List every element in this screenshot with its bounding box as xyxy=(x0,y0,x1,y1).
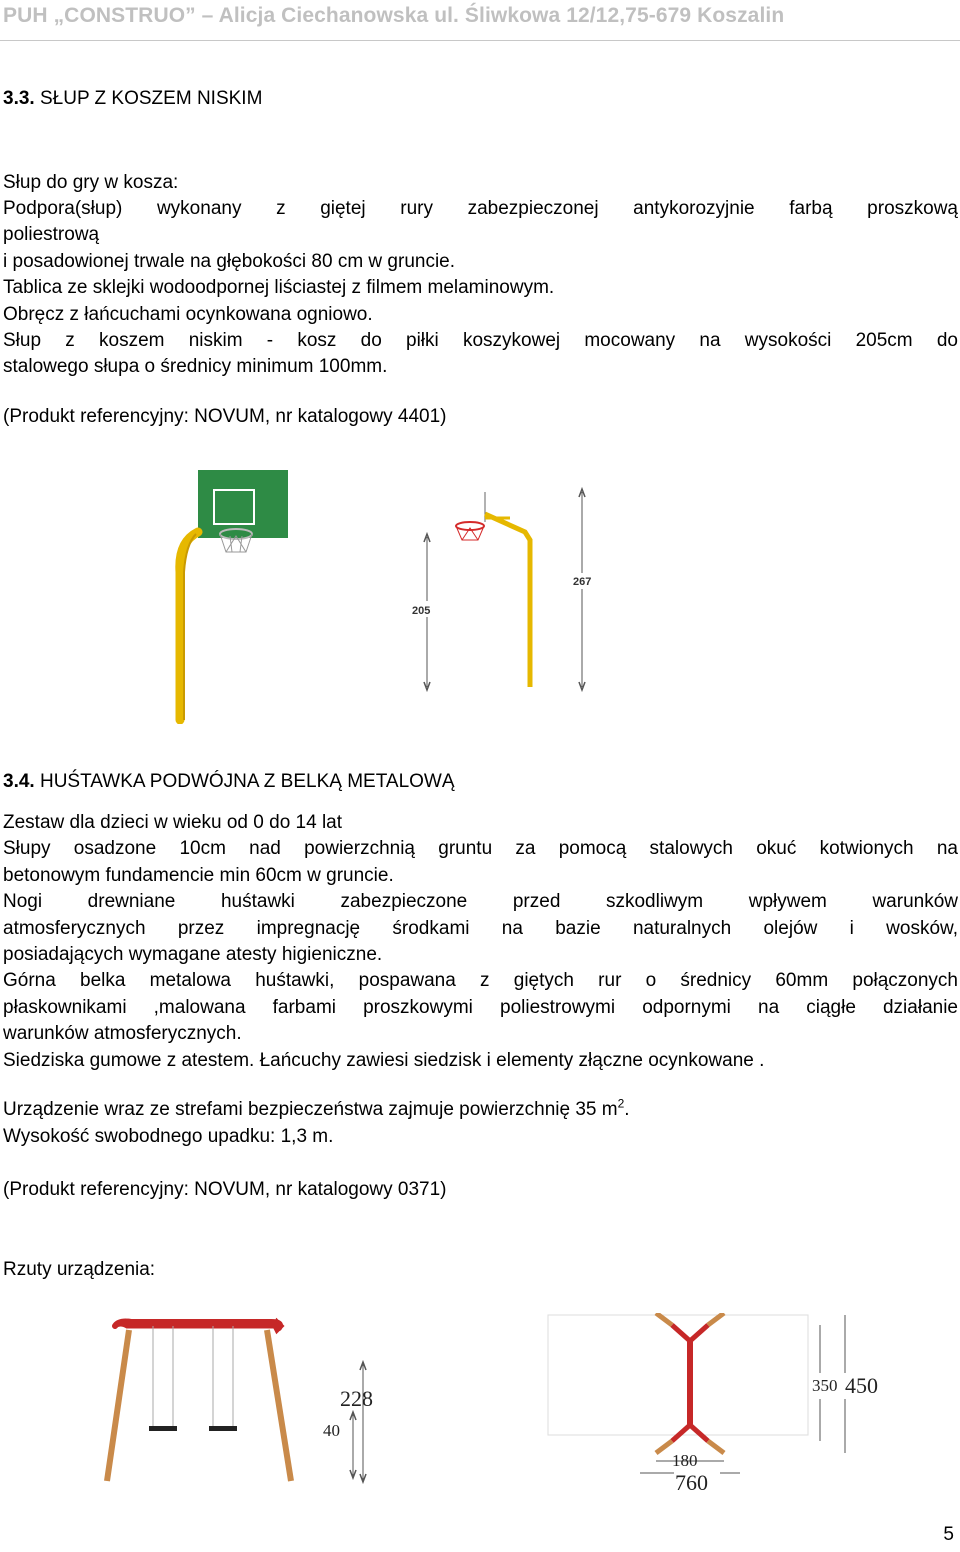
body-line: betonowym fundamencie min 60cm w gruncie. xyxy=(3,864,394,886)
dim-label-40: 40 xyxy=(323,1421,340,1440)
body-line: Słupy osadzone 10cm nad powierzchnią gruntu za pomocą stalowych okuć kotwionych na xyxy=(3,838,958,860)
body-line: płaskownikami ,malowana farbami proszkowymi poliestrowymi odpornymi na ciągłe działanie xyxy=(3,996,958,1018)
section-3-4-reference: (Produkt referencyjny: NOVUM, nr katalogowy 0371) xyxy=(3,1179,447,1200)
swing-seat-1 xyxy=(149,1426,177,1431)
body-line: i posadowionej trwale na głębokości 80 cm w gruncie. xyxy=(3,250,456,272)
pole-shade xyxy=(184,534,196,720)
section-title: SŁUP Z KOSZEM NISKIM xyxy=(34,88,263,109)
body-line: Zestaw dla dzieci w wieku od 0 do 14 lat xyxy=(3,812,343,833)
views-label: Rzuty urządzenia: xyxy=(3,1259,156,1280)
section-number: 3.3. xyxy=(3,88,35,109)
swing-top-view-drawing xyxy=(540,1313,900,1503)
basketball-hoop-image xyxy=(150,462,295,724)
section-3-3-intro: Słup do gry w kosza: xyxy=(3,172,179,193)
hoop-pole xyxy=(180,532,198,720)
area-end: . xyxy=(624,1099,630,1120)
top-leg xyxy=(656,1441,672,1453)
page-header xyxy=(0,0,960,41)
area-text: Urządzenie wraz ze strefami bezpieczeństwa zajmuje powierzchnię 35 m xyxy=(3,1099,618,1120)
swing-seat-2 xyxy=(209,1426,237,1431)
section-3-3-reference: (Produkt referencyjny: NOVUM, nr katalogowy 4401) xyxy=(3,406,447,427)
section-3-3-body xyxy=(3,196,958,381)
body-line: Nogi drewniane huśtawki zabezpieczone przed szkodliwym wpływem warunków xyxy=(3,891,958,913)
pole-drawing xyxy=(485,514,530,687)
header-text: PUH „CONSTRUO” – Alicja Ciechanowska ul. Śliwkowa 12/12,75-679 Koszalin xyxy=(3,4,785,27)
body-line: Słup z koszem niskim - kosz do piłki koszykowej mocowany na wysokości 205cm do xyxy=(3,330,958,352)
body-line: Tablica ze sklejki wodoodpornej liściastej z filmem melaminowym. xyxy=(3,277,555,299)
body-line: atmosferycznych przez impregnację środkami na bazie naturalnych olejów i wosków, xyxy=(3,917,958,939)
dim-label-450: 450 xyxy=(845,1373,878,1398)
section-3-3-heading xyxy=(3,88,262,110)
body-line: warunków atmosferycznych. xyxy=(3,1023,242,1045)
page-number: 5 xyxy=(943,1524,954,1545)
backboard xyxy=(198,470,288,538)
body-line: Obręcz z łańcuchami ocynkowana ogniowo. xyxy=(3,303,373,325)
fall-height: Wysokość swobodnego upadku: 1,3 m. xyxy=(3,1126,334,1147)
section-3-4-body xyxy=(3,810,958,1074)
body-line: poliestrową xyxy=(3,224,100,246)
body-line: Siedziska gumowe z atestem. Łańcuchy zawiesi siedzisk i elementy złączne ocynkowane . xyxy=(3,1049,765,1071)
dim-label-350: 350 xyxy=(812,1376,838,1395)
swing-front-view-drawing xyxy=(95,1316,455,1486)
area-statement xyxy=(3,1096,630,1121)
dim-label-180: 180 xyxy=(672,1451,698,1470)
dim-label-205: 205 xyxy=(412,605,431,617)
basketball-hoop-drawing xyxy=(400,482,620,692)
body-line: posiadających wymagane atesty higieniczne. xyxy=(3,944,383,966)
section-3-4-heading xyxy=(3,771,455,793)
area-superscript: 2 xyxy=(617,1096,625,1111)
dim-label-267: 267 xyxy=(573,576,592,588)
top-leg xyxy=(708,1441,724,1453)
dim-label-228: 228 xyxy=(340,1386,373,1411)
section-title: HUŚTAWKA PODWÓJNA Z BELKĄ METALOWĄ xyxy=(34,771,455,792)
swing-right-leg xyxy=(267,1330,291,1481)
section-number: 3.4. xyxy=(3,771,35,792)
body-line: Górna belka metalowa huśtawki, pospawana z giętych rur o średnicy 60mm połączonych xyxy=(3,970,958,992)
dim-label-760: 760 xyxy=(675,1470,708,1495)
body-line: stalowego słupa o średnicy minimum 100mm. xyxy=(3,356,388,378)
swing-left-leg xyxy=(107,1330,129,1481)
body-line: Podpora(słup) wykonany z giętej rury zabezpieczonej antykorozyjnie farbą proszkową xyxy=(3,198,958,219)
